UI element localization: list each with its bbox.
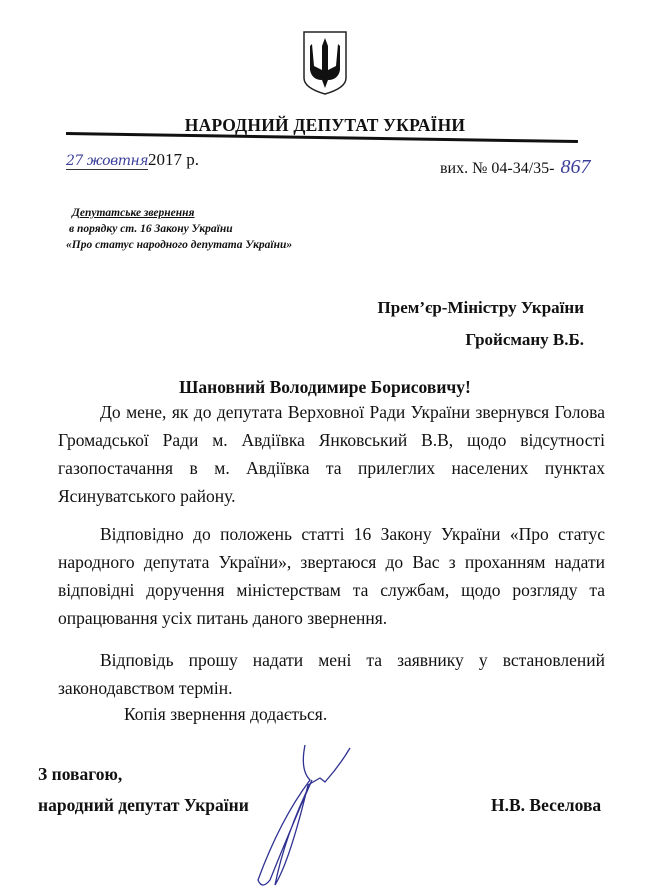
date-year: 2017 р. xyxy=(148,150,200,169)
paragraph-line: До мене, як до депутата Верховної Ради України звернувся Голова xyxy=(100,402,605,422)
paragraph-line: законодавством термін. xyxy=(58,678,233,698)
appeal-note-title: Депутатське звернення xyxy=(72,207,195,219)
appeal-note xyxy=(66,205,292,253)
coat-of-arms-icon xyxy=(302,30,348,96)
handwritten-date: 27 жовтня xyxy=(66,153,149,169)
appeal-note-line: в порядку ст. 16 Закону України xyxy=(69,223,233,235)
appeal-note-line: «Про статус народного депутата України» xyxy=(66,239,293,251)
body-paragraph xyxy=(58,398,605,510)
paragraph-line: Громадської Ради м. Авдіївка Янковський В.В, щодо відсутності xyxy=(58,430,605,450)
salutation: Шановний Володимире Борисовичу! xyxy=(179,377,471,397)
closing-phrase: З повагою, xyxy=(38,764,123,784)
body-paragraph xyxy=(58,520,605,632)
handwritten-number: 867 xyxy=(560,156,591,178)
handwritten-signature xyxy=(240,740,370,890)
recipient-position: Прем’єр-Міністру України xyxy=(377,298,584,317)
paragraph-line: опрацювання усіх питань даного звернення. xyxy=(58,608,388,628)
enclosure-note: Копія звернення додається. xyxy=(124,704,328,724)
signer-title: народний депутат України xyxy=(38,795,249,815)
paragraph-line: відповідні доручення міністерствам та службам, щодо розгляду та xyxy=(58,580,605,600)
body-paragraph xyxy=(58,646,605,702)
paragraph-line: народного депутата України», звертаюся до Вас з проханням надати xyxy=(58,552,605,572)
letter-date xyxy=(66,150,199,170)
paragraph-line: Відповідь прошу надати мені та заявнику у встановлений xyxy=(100,650,605,670)
paragraph-line: Відповідно до положень статті 16 Закону України «Про статус xyxy=(100,524,605,544)
recipient-name: Гройсману В.Б. xyxy=(465,330,584,349)
signer-name: Н.В. Веселова xyxy=(491,795,602,815)
outgoing-number xyxy=(440,156,590,179)
paragraph-line: Ясинуватського району. xyxy=(58,486,236,506)
paragraph-line: газопостачання в м. Авдіївка та прилеглих населених пунктах xyxy=(58,458,605,478)
letterhead-title: НАРОДНИЙ ДЕПУТАТ УКРАЇНИ xyxy=(184,115,466,135)
outgoing-prefix: вих. № 04-34/35- xyxy=(440,160,555,177)
